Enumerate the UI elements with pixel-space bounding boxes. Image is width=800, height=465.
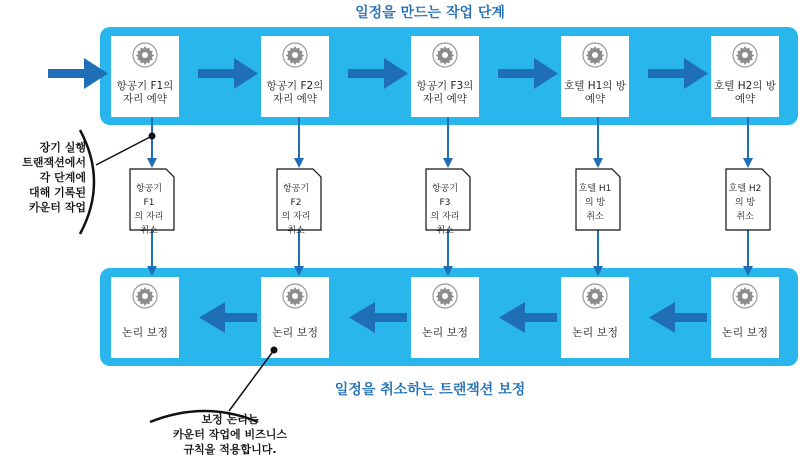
record-text: 항공기 F2 의 자리 취소 <box>281 184 311 236</box>
record-document-f2 <box>277 175 321 236</box>
record-document-h1 <box>576 175 620 231</box>
top-title: 일정을 만드는 작업 단계 <box>355 5 505 21</box>
backward-arrow-4 <box>649 302 707 333</box>
step-label: 항공기 F2의 자리 예약 <box>266 80 324 105</box>
compensation-label: 논리 보정 <box>121 326 168 339</box>
compensation-label: 논리 보정 <box>271 326 318 339</box>
backward-arrow-2 <box>349 302 407 333</box>
left-note-dot <box>149 133 156 140</box>
compensation-label: 논리 보정 <box>721 326 768 339</box>
compensation-label: 논리 보정 <box>421 326 468 339</box>
forward-arrow-3 <box>498 58 558 89</box>
bottom-note-dot <box>271 347 278 354</box>
bottom-title: 일정을 취소하는 트랜잭션 보정 <box>334 382 526 398</box>
record-text: 항공기 F3 의 자리 취소 <box>430 184 460 236</box>
step-label: 항공기 F3의 자리 예약 <box>416 80 474 105</box>
record-document-f3 <box>426 175 470 236</box>
bottom-note-leader <box>229 350 274 411</box>
forward-arrow-2 <box>348 58 408 89</box>
record-text: 호텔 H2 의 방 취소 <box>728 184 762 222</box>
bottom-note: 보정 논리는 카운터 작업에 비즈니스 규칙을 적용합니다. <box>173 413 287 456</box>
left-note: 장기 실행 트랜잭션에서 각 단계에 대해 기록된 카운터 작업 <box>22 141 86 214</box>
forward-arrow-1 <box>198 58 258 89</box>
forward-arrow-entry <box>48 58 108 89</box>
step-label: 호텔 H1의 방 예약 <box>564 80 626 105</box>
forward-arrow-4 <box>648 58 708 89</box>
record-document-f1 <box>130 175 174 236</box>
step-label: 항공기 F1의 자리 예약 <box>116 80 174 105</box>
record-document-h2 <box>726 175 770 231</box>
record-text: 호텔 H1 의 방 취소 <box>578 184 612 222</box>
step-label: 호텔 H2의 방 예약 <box>714 80 776 105</box>
backward-arrow-1 <box>199 302 257 333</box>
backward-arrow-3 <box>499 302 557 333</box>
left-note-leader <box>96 136 152 165</box>
record-text: 항공기 F1 의 자리 취소 <box>134 184 164 236</box>
compensation-label: 논리 보정 <box>571 326 618 339</box>
